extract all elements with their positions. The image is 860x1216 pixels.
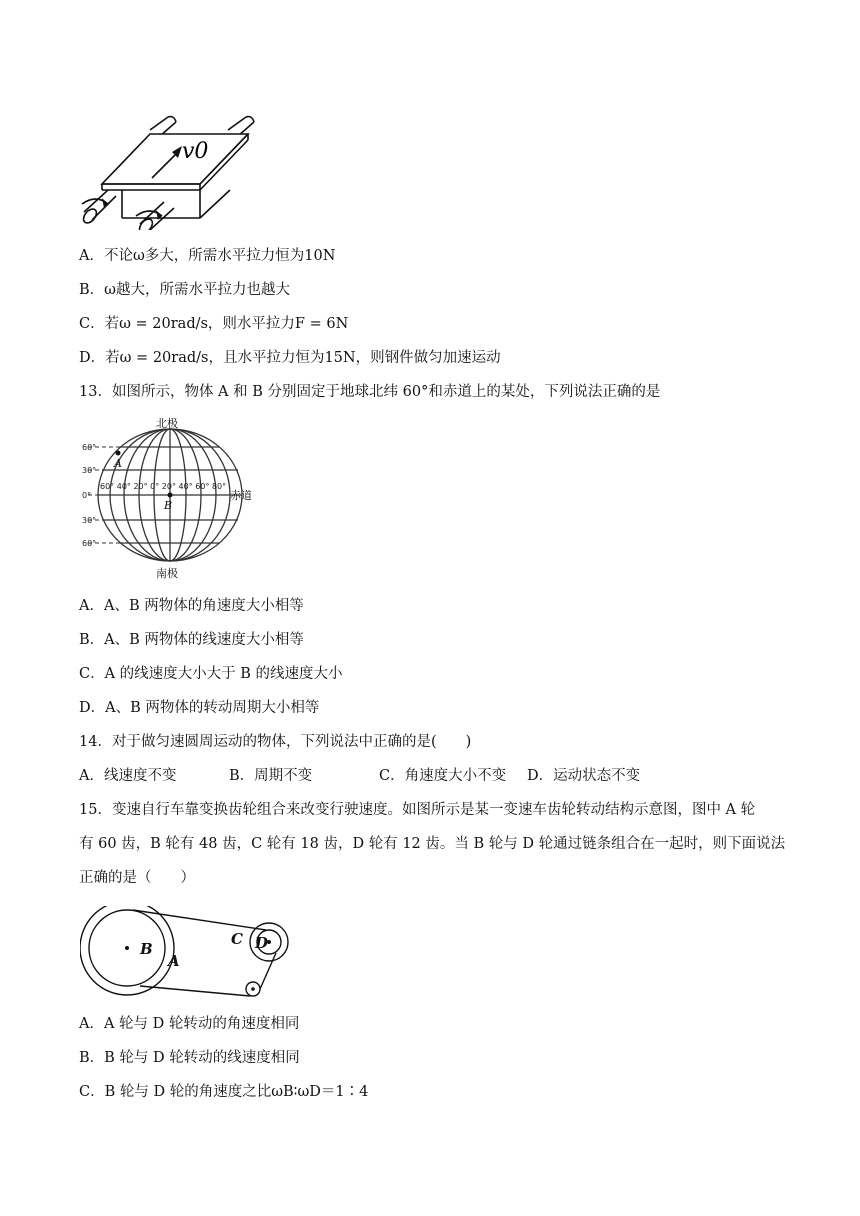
q13-option-a: A．A、B 两物体的角速度大小相等 [79,598,304,614]
gear-a-label: A [168,952,180,970]
q15-option-b: B．B 轮与 D 轮转动的线速度相同 [79,1050,300,1066]
gear-figure [80,906,300,1000]
gear-d-label: D [255,934,269,952]
south-pole-label: 南极 [156,567,178,580]
lat-label-60s: 60° [82,539,97,548]
q12-option-c: C．若ω = 20rad/s，则水平拉力F = 6N [79,316,349,332]
point-a-label: A [114,457,122,470]
q15-option-c: C．B 轮与 D 轮的角速度之比ωB∶ωD＝1∶4 [79,1084,369,1100]
lat-label-30s: 30° [82,516,97,525]
q14-option-c: C．角速度大小不变 [379,768,507,784]
lat-label-60n: 60° [82,443,97,452]
roller-plate-figure [80,112,260,230]
gear-b-label: B [140,940,153,958]
q15-stem-line-2: 有 60 齿，B 轮有 48 齿，C 轮有 18 齿，D 轮有 12 齿。当 B 轮与 D 轮通过链条组合在一起时，则下面说法 [79,836,786,852]
q15-stem-line-3: 正确的是（ ） [79,870,195,886]
point-b-label: B [164,499,173,512]
q12-option-a: A．不论ω多大，所需水平拉力恒为10N [79,248,336,264]
q13-option-d: D．A、B 两物体的转动周期大小相等 [79,700,320,716]
q12-option-b: B．ω越大，所需水平拉力也越大 [79,282,290,298]
q15-option-a: A．A 轮与 D 轮转动的角速度相同 [79,1016,300,1032]
q12-option-d: D．若ω = 20rad/s，且水平拉力恒为15N，则钢件做匀加速运动 [79,350,501,366]
q14-option-a: A．线速度不变 [79,768,177,784]
lat-label-30n: 30° [82,466,97,475]
q14-options [79,766,640,786]
q15-stem-line-1: 15．变速自行车靠变换齿轮组合来改变行驶速度。如图所示是某一变速车齿轮转动结构示意图，图中 A 轮 [79,802,756,818]
q14-option-d: D．运动状态不变 [527,768,641,784]
q13-option-b: B．A、B 两物体的线速度大小相等 [79,632,304,648]
gear-c-label: C [231,930,243,948]
globe-figure [80,415,260,580]
q13-stem: 13．如图所示，物体 A 和 B 分别固定于地球北纬 60°和赤道上的某处，下列说法正确的是 [79,384,661,400]
north-pole-label: 北极 [156,417,178,430]
velocity-label: v0 [182,139,209,164]
q13-option-c: C．A 的线速度大小大于 B 的线速度大小 [79,666,343,682]
equator-label: 赤道 [230,489,252,502]
lat-label-0: 0° [82,491,92,500]
q14-option-b: B．周期不变 [229,768,313,784]
q14-stem: 14．对于做匀速圆周运动的物体，下列说法中正确的是( ) [79,734,472,750]
lon-labels: 60° 40° 20° 0° 20° 40° 60° 80° [100,482,227,491]
